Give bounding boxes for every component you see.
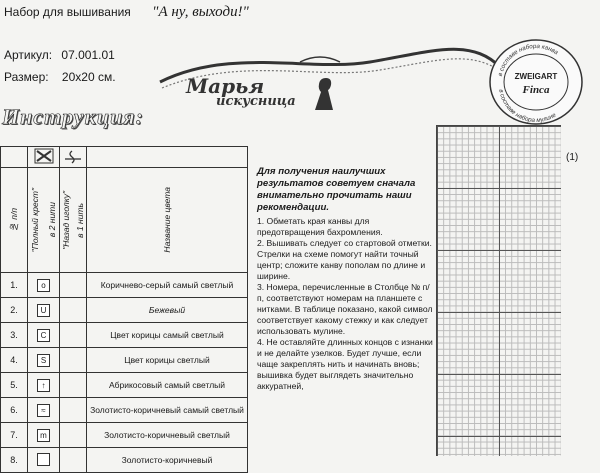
row-color-name: Цвет корицы самый светлый [87,323,248,348]
row-color-name: Золотисто-коричневый самый светлый [87,398,248,423]
row-color-name: Цвет корицы светлый [87,348,248,373]
kit-label: Набор для вышивания [4,5,131,19]
row-symbol: ≈ [37,404,50,417]
instructions-text [257,166,435,392]
instruction-item: 1. Обметать края канвы для предотвращения бахромления. [257,216,383,237]
row-symbol: U [37,304,50,317]
row-num: 4. [1,348,28,373]
table-row [1,448,248,473]
row-num: 2. [1,298,28,323]
instruction-item: 3. Номера, перечисленные в Столбце № п/п, соответствуют номерам на планшете с нитками. В таблице показано, какой символ соответствует какому стежку и как следует использовать мулине. [257,282,433,336]
row-num: 7. [1,423,28,448]
row-num: 3. [1,323,28,348]
color-key-table [0,146,248,473]
instructions-lead: Для получения наилучших результатов советуем сначала внимательно прочитать наши рекомендации. [257,166,416,213]
article-label: Артикул: [4,48,53,62]
brand-line-2: искусница [216,94,296,109]
table-row [1,348,248,373]
size-label: Размер: [4,70,49,84]
row-color-name: Золотисто-коричневый [87,448,248,473]
table-row [1,398,248,423]
table-row [1,298,248,323]
table-row [1,323,248,348]
instruction-item: 4. Не оставляйте длинных концов с изнанки и не делайте узелков. Будет лучше, если чаще закреплять нить и начинать вновь; вышивка будет выглядеть значительно аккуратней, [257,337,433,391]
table-header-row [1,168,248,273]
table-row [1,423,248,448]
row-num: 8. [1,448,28,473]
table-row [1,273,248,298]
row-symbol: o [37,279,50,292]
pattern-grid [436,125,561,456]
row-symbol: m [37,429,50,442]
size-value: 20х20 см. [61,70,116,84]
header-back-stitch-sub: в 1 нить [75,202,85,238]
article-value: 07.001.01 [61,48,115,62]
article-line [4,48,115,62]
section-title: Инструкция: [2,104,144,129]
table-row [1,373,248,398]
cross-stitch-icon [34,148,54,164]
row-symbol: ↑ [37,379,50,392]
kit-title-line [4,4,249,21]
brand-line-1: Марья [186,74,265,98]
back-stitch-icon [63,148,83,164]
lady-silhouette-icon [312,74,346,114]
row-color-name: Коричнево-серый самый светлый [87,273,248,298]
row-symbol [37,453,50,466]
header-full-cross-sub: в 2 нити [46,202,57,238]
header-color-name: Название цвета [162,187,172,253]
seal-bottom-text: в составе набора мулине [497,88,558,125]
zweigart-seal [487,37,585,127]
icon-header-row [1,147,248,168]
row-num: 6. [1,398,28,423]
row-color-name: Абрикосовый самый светлый [87,373,248,398]
seal-top-text: в составе набора канва [496,42,560,77]
row-num: 1. [1,273,28,298]
header-num: № п/п [9,207,19,233]
row-symbol: C [37,329,50,342]
size-line [4,70,116,84]
row-symbol: S [37,354,50,367]
seal-center-2: Finca [522,84,550,96]
header-back-stitch: "Назад иголку" [61,190,71,250]
brand-logo [186,74,296,109]
row-num: 5. [1,373,28,398]
kit-name: "А ну, выходи!" [152,4,249,20]
row-color-name: Бежевый [87,298,248,323]
grid-section-label: (1) [566,152,579,163]
row-color-name: Золотисто-коричневый светлый [87,423,248,448]
seal-center-1: ZWEIGART [514,72,558,81]
header-full-cross: "Полный крест" [30,187,41,253]
instruction-item: 2. Вышивать следует со стартовой отметки. Стрелки на схеме помогут найти точный центр; сложите канву пополам по длине и ширине. [257,238,432,281]
